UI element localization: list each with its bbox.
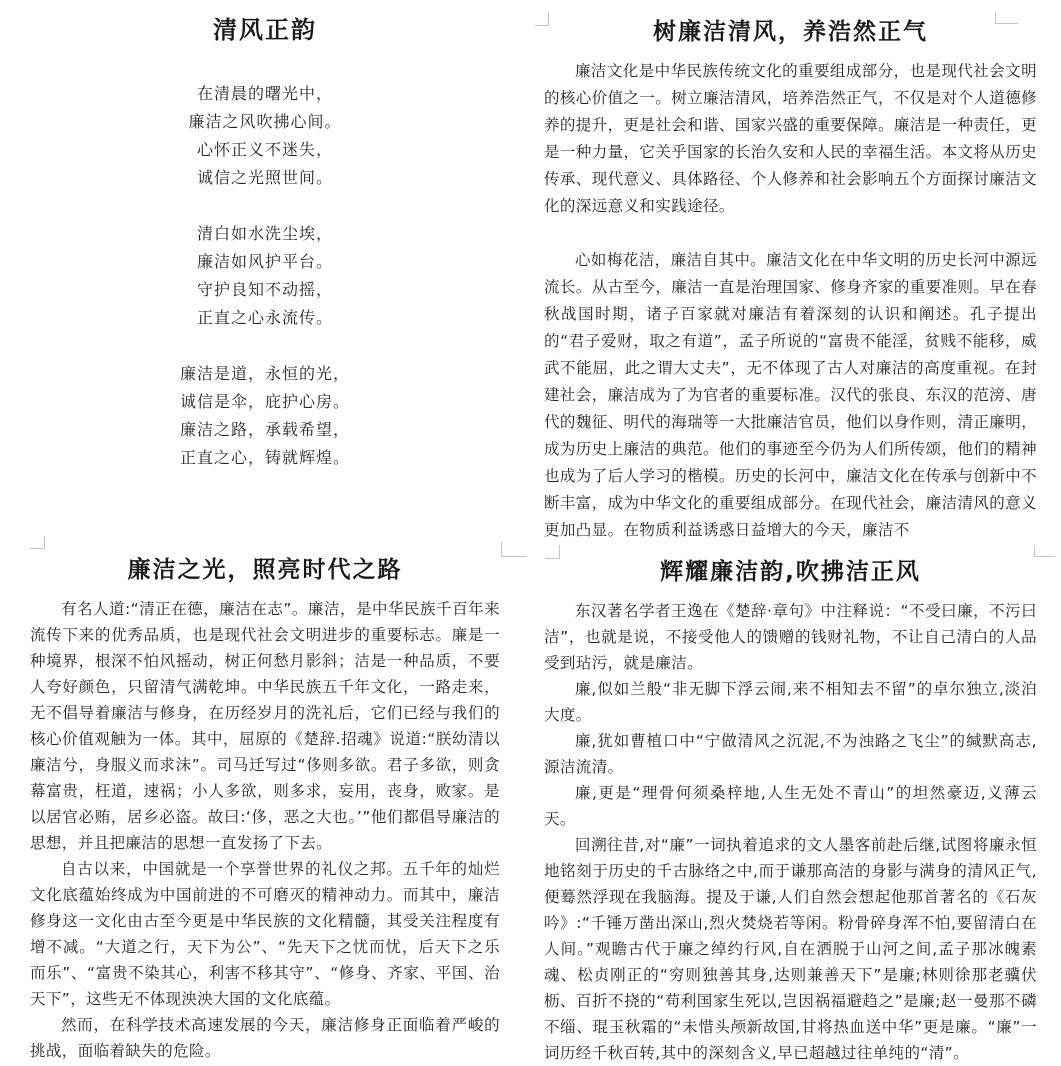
page-poem: [0, 0, 530, 540]
poem-stanza: [30, 220, 500, 332]
margin-corner-mark: [501, 542, 526, 557]
margin-corner-mark: [545, 545, 560, 559]
margin-corner-mark: [30, 536, 45, 549]
poem-stanza: [30, 80, 500, 192]
poem-line: 廉洁是道，永恒的光，: [179, 364, 350, 383]
essay-body: [544, 598, 1037, 1066]
paragraph: 心如梅花洁，廉洁自其中。廉洁文化在中华文明的历史长河中源远流长。从古至今，廉洁一直是治理国家、修身齐家的重要准则。早在春秋战国时期，诸子百家就对廉洁有着深刻的认识和阐述。孔子提出的“君子爱财，取之有道”，孟子所说的“富贵不能淫，贫贱不能移，威武不能屈，此之谓大丈夫”，无不体现了古人对廉洁的高度重视。在封建社会，廉洁成为了为官者的重要标准。汉代的张良、东汉的范滂、唐代的魏征、明代的海瑞等一大批廉洁官员，他们以身作则，清正廉明，成为历史上廉洁的典范。他们的事迹至今仍为人们所传颂，他们的精神也成为了后人学习的楷模。历史的长河中，廉洁文化在传承与创新中不断丰富，成为中华文化的重要组成部分。在现代社会，廉洁清风的意义更加凸显。在物质利益诱惑日益增大的今天，廉洁不: [544, 251, 1037, 539]
poem-line: 心怀正义不迷失，: [196, 140, 333, 159]
poem-line: 廉洁如风护平台。: [196, 252, 333, 271]
essay-body: [544, 58, 1037, 540]
paragraph: 然而，在科学技术高速发展的今天，廉洁修身正面临着严峻的挑战，面临着缺失的危险。: [30, 1016, 500, 1060]
poem-line: 清白如水洗尘埃，: [196, 224, 333, 243]
page-essay-lianjie-zhiguang: [0, 540, 530, 1066]
margin-corner-mark: [995, 12, 1018, 24]
paragraph: 有名人道:“清正在德，廉洁在志”。廉洁，是中华民族千百年来流传下来的优秀品质，也是现代社会文明进步的重要标志。廉是一种境界，根深不怕风摇动，树正何愁月影斜；洁是一种品质，不要人夸好颜色，只留清气满乾坤。中华民族五千年文化，一路走来，无不倡导着廉洁与修身，在历经岁月的洗礼后，它们已经与我们的核心价值观触为一体。其中，屈原的《楚辞.招魂》说道:“朕幼清以廉洁兮，身服义而求沫”。司马迁写过“侈则多欲。君子多欲，则贪幕富贵，枉道，速祸；小人多欲，则多求，妄用，丧身，败家。是以居官必贿，居乡必盗。故曰:‘侈，恶之大也。’”他们都倡导廉洁的思想，并且把廉洁的思想一直发扬了下去。: [30, 600, 500, 852]
margin-corner-mark: [535, 12, 549, 26]
page-title: 树廉洁清风，养浩然正气: [653, 19, 928, 45]
paragraph: 回溯往昔,对“廉”一词执着追求的文人墨客前赴后继,试图将廉永恒地铭刻于历史的千古脉络之中,而于谦那高洁的身影与满身的清风正气,便蓦然浮现在我脑海。提及于谦,人们自然会想起他那首著名的《石灰吟》:“千锤万凿出深山,烈火焚烧若等闲。粉骨碎身浑不怕,要留清白在人间。”观瞻古代于廉之绰约行风,自在洒脱于山河之间,孟子那冰魄素魂、松贞刚正的“穷则独善其身,达则兼善天下”是廉;林则徐那老骥伏枥、百折不挠的“苟利国家生死以,岂因祸福避趋之”是廉;赵一曼那不磷不缁、琨玉秋霜的“未惜头颅新故国,甘将热血送中华”更是廉。“廉”一词历经千秋百转,其中的深刻含义,早已超越过往单纯的“清”。: [544, 836, 1037, 1062]
poem-body: [30, 80, 500, 472]
paragraph: 自古以来，中国就是一个享誉世界的礼仪之邦。五千年的灿烂文化底蕴始终成为中国前进的不可磨灭的精神动力。而其中，廉洁修身这一文化由古至今更是中华民族的文化精髓，其受关注程度有增不减。“大道之行，天下为公”、“先天下之忧而忧，后天下之乐而乐”、“富贵不染其心，利害不移其守”、“修身、齐家、平国、治天下”，这些无不体现泱泱大国的文化底蕴。: [30, 860, 500, 1008]
paragraph: 廉,犹如曹植口中“宁做清风之沉泥,不为浊路之飞尘”的缄默高志,源洁流清。: [544, 732, 1037, 776]
paragraph: 廉,更是“理骨何须桑梓地,人生无处不青山”的坦然豪迈,义薄云天。: [544, 784, 1037, 828]
poem-line: 廉洁之风吹拂心间。: [188, 112, 342, 131]
poem-line: 在清晨的曙光中，: [196, 84, 333, 103]
paragraph: 东汉著名学者王逸在《楚辞·章句》中注释说：“不受曰廉，不污曰洁”，也就是说，不接受他人的馈赠的钱财礼物，不让自己清白的人品受到玷污，就是廉洁。: [544, 602, 1037, 672]
paragraph: 廉,似如兰般“非无脚下浮云闹,来不相知去不留”的卓尔独立,淡泊大度。: [544, 680, 1037, 724]
poem-line: 廉洁之路，承载希望，: [179, 420, 350, 439]
page-essay-huiyao: [531, 540, 1061, 1066]
paragraph: 廉洁文化是中华民族传统文化的重要组成部分，也是现代社会文明的核心价值之一。树立廉洁清风，培养浩然正气，不仅是对个人道德修养的提升，更是社会和谐、国家兴盛的重要保障。廉洁是一种责任，更是一种力量，它关乎国家的长治久安和人民的幸福生活。本文将从历史传承、现代意义、具体路径、个人修养和社会影响五个方面探讨廉洁文化的深远意义和实践途径。: [544, 62, 1037, 215]
page-title: 辉耀廉洁韵,吹拂洁正风: [660, 559, 921, 585]
page-title: 廉洁之光，照亮时代之路: [127, 557, 403, 583]
poem-line: 正直之心，铸就辉煌。: [179, 448, 350, 467]
poem-stanza: [30, 360, 500, 472]
margin-corner-mark: [1034, 545, 1055, 557]
page-essay-shu-lianjie: [531, 0, 1061, 540]
essay-body: [30, 596, 500, 1064]
poem-line: 正直之心永流传。: [196, 308, 333, 327]
poem-line: 守护良知不动摇，: [196, 280, 333, 299]
poem-line: 诚信是伞，庇护心房。: [179, 392, 350, 411]
page-title: 清风正韵: [213, 16, 317, 44]
poem-line: 诚信之光照世间。: [196, 168, 333, 187]
